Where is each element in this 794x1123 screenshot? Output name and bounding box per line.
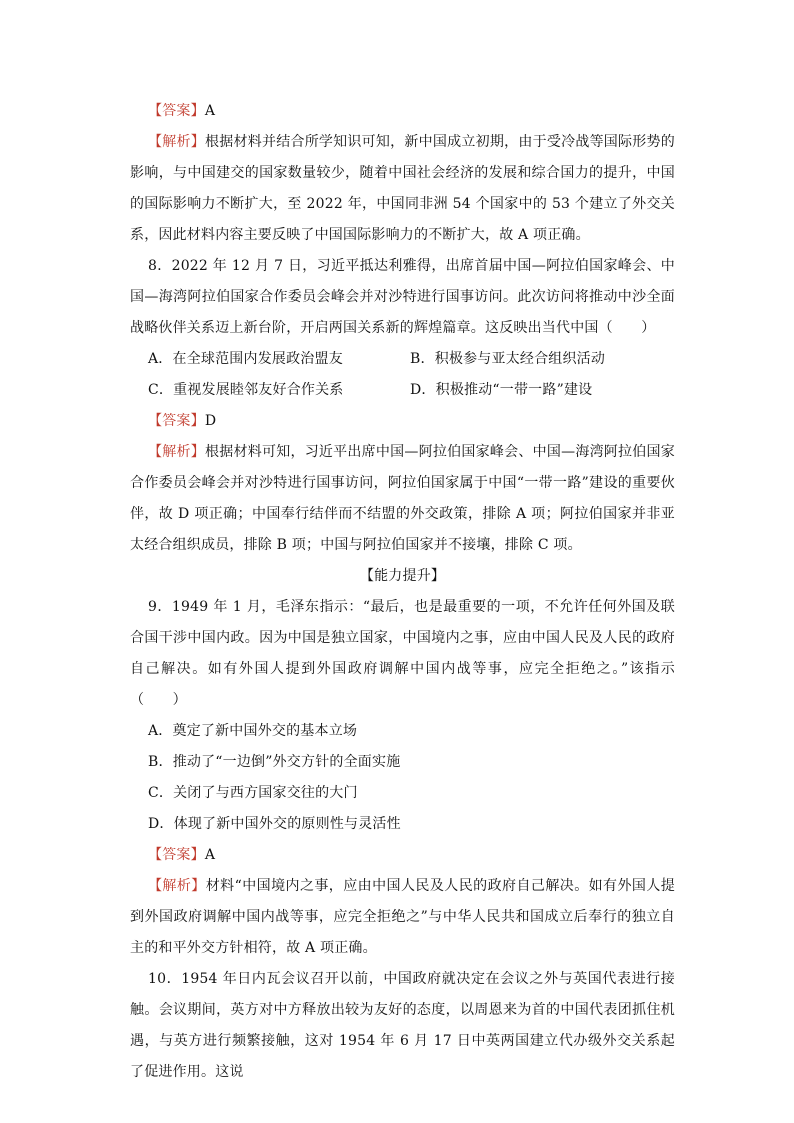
- answer-tag: 【答案】: [148, 103, 205, 119]
- page-content: [130, 96, 675, 1088]
- analysis-text: 根据材料并结合所学知识可知，新中国成立初期，由于受冷战等国际形势的影响，与中国建交的国家数量较少，随着中国社会经济的发展和综合国力的提升，中国的国际影响力不断扩大，至 2022 年，中国同非洲 54 个国家中的 53 个建立了外交关系，因此材料内容主要反映了中国国际影响力的不断扩大，故 A 项正确。: [130, 134, 675, 243]
- q8-options-row-1: [130, 344, 675, 375]
- q8-option-d: D．积极推动“一带一路”建设: [410, 382, 593, 398]
- section-title: 【能力提升】: [359, 568, 446, 584]
- q9-analysis: [130, 871, 675, 964]
- q8-option-b: B．积极参与亚太经合组织活动: [410, 351, 606, 367]
- q8-stem: 8．2022 年 12 月 7 日，习近平抵达利雅得，出席首届中国—阿拉伯国家峰会、中国—海湾阿拉伯国家合作委员会峰会并对沙特进行国事访问。此次访问将推动中沙全面战略伙伴关系迈上新台阶，开启两国关系新的辉煌篇章。这反映出当代中国（ ）: [130, 258, 675, 336]
- q7-answer: [130, 96, 675, 127]
- q10-stem: 10．1954 年日内瓦会议召开以前，中国政府就决定在会议之外与英国代表进行接触。会议期间，英方对中方释放出较为友好的态度，以周恩来为首的中国代表团抓住机遇，与英方进行频繁接触，这对 1954 年 6 月 17 日中英两国建立代办级外交关系起了促进作用。这说: [130, 971, 675, 1080]
- analysis-tag: 【解析】: [148, 444, 205, 460]
- q8-options-row-2: [130, 375, 675, 406]
- q9-option-c: C．关闭了与西方国家交往的大门: [148, 785, 358, 801]
- analysis-text: 材料“中国境内之事，应由中国人民及人民的政府自己解决。如有外国人提到外国政府调解中国内战等事，应完全拒绝之”与中华人民共和国成立后奉行的独立自主的和平外交方针相符，故 A 项正确。: [130, 878, 675, 956]
- q7-analysis: [130, 127, 675, 251]
- answer-tag: 【答案】: [148, 847, 205, 863]
- analysis-text: 根据材料可知，习近平出席中国—阿拉伯国家峰会、中国—海湾阿拉伯国家合作委员会峰会并对沙特进行国事访问，阿拉伯国家属于中国“一带一路”建设的重要伙伴，故 D 项正确；中国奉行结伴而不结盟的外交政策，排除 A 项；阿拉伯国家并非亚太经合组织成员，排除 B 项；中国与阿拉伯国家并不接壤，排除 C 项。: [130, 444, 675, 553]
- q9-option-b: B．推动了“一边倒”外交方针的全面实施: [148, 754, 401, 770]
- answer-value: A: [204, 103, 216, 119]
- q9-option-d: D．体现了新中国外交的原则性与灵活性: [148, 816, 401, 832]
- q9-stem: 9．1949 年 1 月，毛泽东指示：“最后，也是最重要的一项，不允许任何外国及联合国干涉中国内政。因为中国是独立国家，中国境内之事，应由中国人民及人民的政府自己解决。如有外国人提到外国政府调解中国内战等事，应完全拒绝之。”该指示（ ）: [130, 599, 675, 708]
- q8-option-a: A．在全球范围内发展政治盟友: [148, 351, 343, 367]
- q9-option-a: A．奠定了新中国外交的基本立场: [148, 723, 358, 739]
- q8-option-c: C．重视发展睦邻友好合作关系: [148, 382, 344, 398]
- q8-analysis: [130, 437, 675, 561]
- q8-answer: [130, 406, 675, 437]
- analysis-tag: 【解析】: [148, 134, 205, 150]
- analysis-tag: 【解析】: [148, 878, 206, 894]
- q9-answer: [130, 840, 675, 871]
- answer-value: A: [204, 847, 216, 863]
- answer-value: D: [204, 413, 217, 429]
- answer-tag: 【答案】: [148, 413, 205, 429]
